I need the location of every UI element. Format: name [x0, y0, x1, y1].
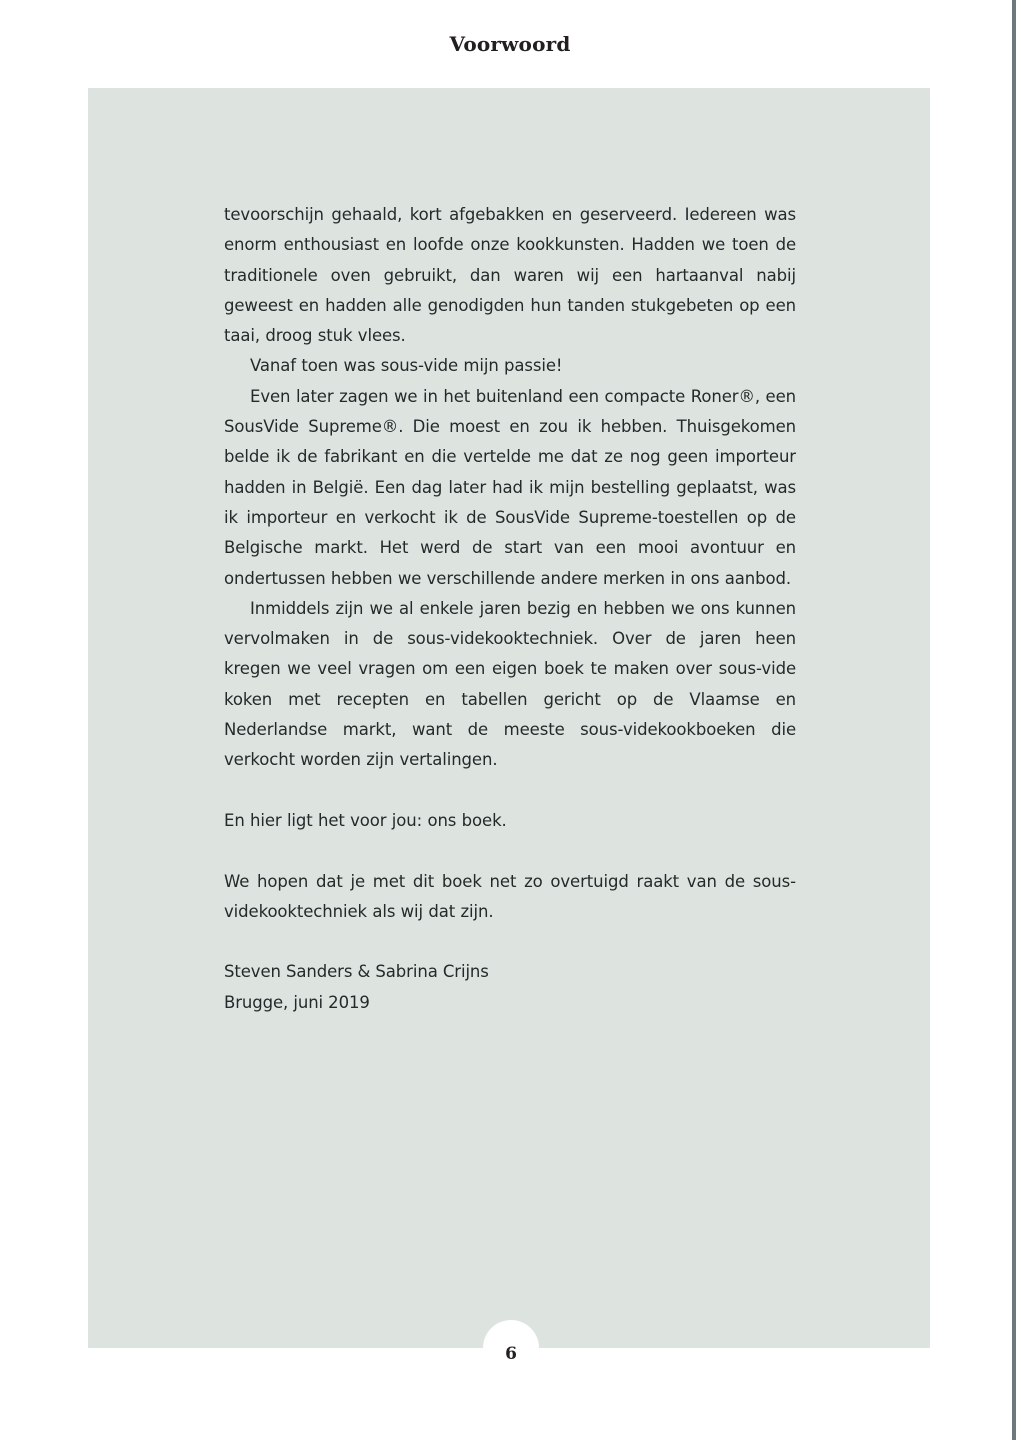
signature-authors: Steven Sanders & Sabrina Crijns: [224, 962, 489, 982]
page-number-badge: [483, 1320, 539, 1376]
paragraph-5: En hier ligt het voor jou: ons boek.: [224, 810, 507, 830]
body-text-column: [224, 200, 796, 1018]
paragraph-6: We hopen dat je met dit boek net zo overtuigd raakt van de sous-videkooktechniek als wij dat zijn.: [224, 871, 796, 921]
paragraph-2: Vanaf toen was sous-vide mijn passie!: [250, 356, 563, 376]
page-header: [0, 0, 1020, 88]
signature-place-date: Brugge, juni 2019: [224, 992, 370, 1012]
page-edge-strip: [1012, 0, 1016, 1440]
page-title: Voorwoord: [449, 32, 571, 56]
paragraph-spacer-2: [224, 836, 796, 866]
paragraph-1: tevoorschijn gehaald, kort afgebakken en geserveerd. Iedereen was enorm enthousiast en loofde onze kookkunsten. Hadden we toen de traditionele oven gebruikt, dan waren wij een hartaanval nabij geweest en hadden alle genodigden hun tanden stukgebeten op een taai, droog stuk vlees.: [224, 205, 796, 346]
paragraph-3: Even later zagen we in het buitenland een compacte Roner®, een SousVide Supreme®. Die moest en zou ik hebben. Thuisgekomen belde ik de fabrikant en die vertelde me dat ze nog geen importeur hadden in België. Een dag later had ik mijn bestelling geplaatst, was ik importeur en verkocht ik de SousVide Supreme-toestellen op de Belgische markt. Het werd de start van een mooi avontuur en ondertussen hebben we verschillende andere merken in ons aanbod.: [224, 386, 796, 588]
paragraph-4: Inmiddels zijn we al enkele jaren bezig en hebben we ons kunnen vervolmaken in de sous-videkooktechniek. Over de jaren heen kregen we veel vragen om een eigen boek te maken over sous-vide koken met recepten en tabellen gericht op de Vlaamse en Nederlandse markt, want de meeste sous-videkookboeken die verkocht worden zijn vertalingen.: [224, 598, 796, 770]
paragraph-spacer-1: [224, 776, 796, 806]
page-number-label: 6: [505, 1344, 517, 1364]
content-panel: [88, 88, 930, 1348]
paragraph-spacer-3: [224, 927, 796, 957]
